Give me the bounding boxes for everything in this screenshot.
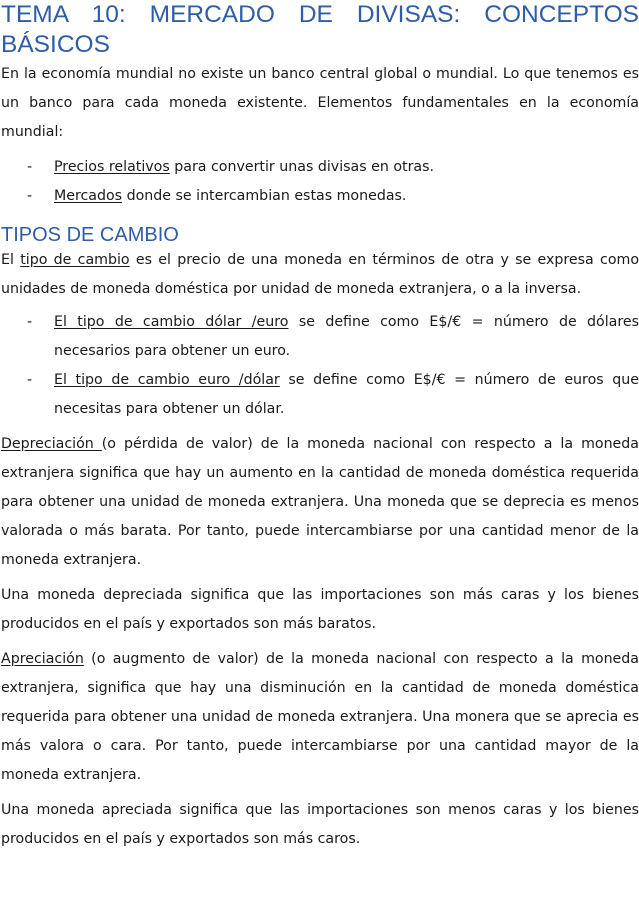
text-span: El: [1, 252, 21, 268]
list-item-text: se define como E$/€ = número de dólares necesarios para obtener un euro.: [54, 314, 639, 359]
tipos-paragraph: [1, 246, 639, 304]
intro-paragraph: En la economía mundial no existe un banco central global o mundial. Lo que tenemos es un banco para cada moneda existente. Elementos fundamentales en la economía mundial:: [1, 66, 639, 140]
appreciation-paragraph: [1, 645, 639, 790]
exchange-rate-list: [1, 308, 639, 424]
elements-list: [1, 153, 639, 211]
list-item-text: para convertir unas divisas en otras.: [169, 159, 435, 175]
appreciation-effects-paragraph: Una moneda apreciada significa que las importaciones son menos caras y los bienes producidos en el país y exportados son más caros.: [1, 802, 639, 847]
list-item: [1, 308, 639, 366]
list-item-term: El tipo de cambio dólar /euro: [54, 314, 289, 330]
appreciation-term: Apreciación: [1, 651, 84, 667]
depreciation-term: Depreciación: [1, 436, 102, 452]
list-item-term: Mercados: [54, 188, 123, 204]
depreciation-effects-paragraph: Una moneda depreciada significa que las importaciones son más caras y los bienes producidos en el país y exportados son más baratos.: [1, 587, 639, 632]
text-span: es el precio de una moneda en términos de otra y se expresa como unidades de moneda doméstica por unidad de moneda extranjera, o a la inversa.: [1, 252, 639, 297]
list-item: [1, 182, 639, 211]
text-span: (o augmento de valor) de la moneda nacional con respecto a la moneda extranjera, significa que hay una disminución en la cantidad de moneda doméstica requerida para obtener una unidad de moneda extranjera. Una monera que se aprecia es más valora o cara. Por tanto, puede intercambiarse por una cantidad mayor de la moneda extranjera.: [1, 651, 639, 783]
list-item-term: Precios relativos: [54, 159, 170, 175]
text-span: (o pérdida de valor) de la moneda nacional con respecto a la moneda extranjera significa que hay un aumento en la cantidad de moneda doméstica requerida para obtener una unidad de moneda extranjera. Una moneda que se deprecia es menos valorada o más barata. Por tanto, puede intercambiarse por una cantidad menor de la moneda extranjera.: [1, 436, 639, 568]
list-item-text: donde se intercambian estas monedas.: [122, 188, 407, 204]
section-heading-tipos: TIPOS DE CAMBIO: [1, 224, 179, 246]
title-line-2: BÁSICOS: [1, 31, 110, 58]
tipos-term: tipo de cambio: [20, 252, 130, 268]
title-line-1: TEMA 10: MERCADO DE DIVISAS: CONCEPTOS: [1, 1, 639, 28]
list-item-term: El tipo de cambio euro /dólar: [54, 372, 280, 388]
list-item-text: se define como E$/€ = número de euros que necesitas para obtener un dólar.: [54, 372, 639, 417]
list-item: [1, 366, 639, 424]
depreciation-paragraph: [1, 430, 639, 575]
list-item: [1, 153, 639, 182]
page-title: [1, 0, 639, 60]
